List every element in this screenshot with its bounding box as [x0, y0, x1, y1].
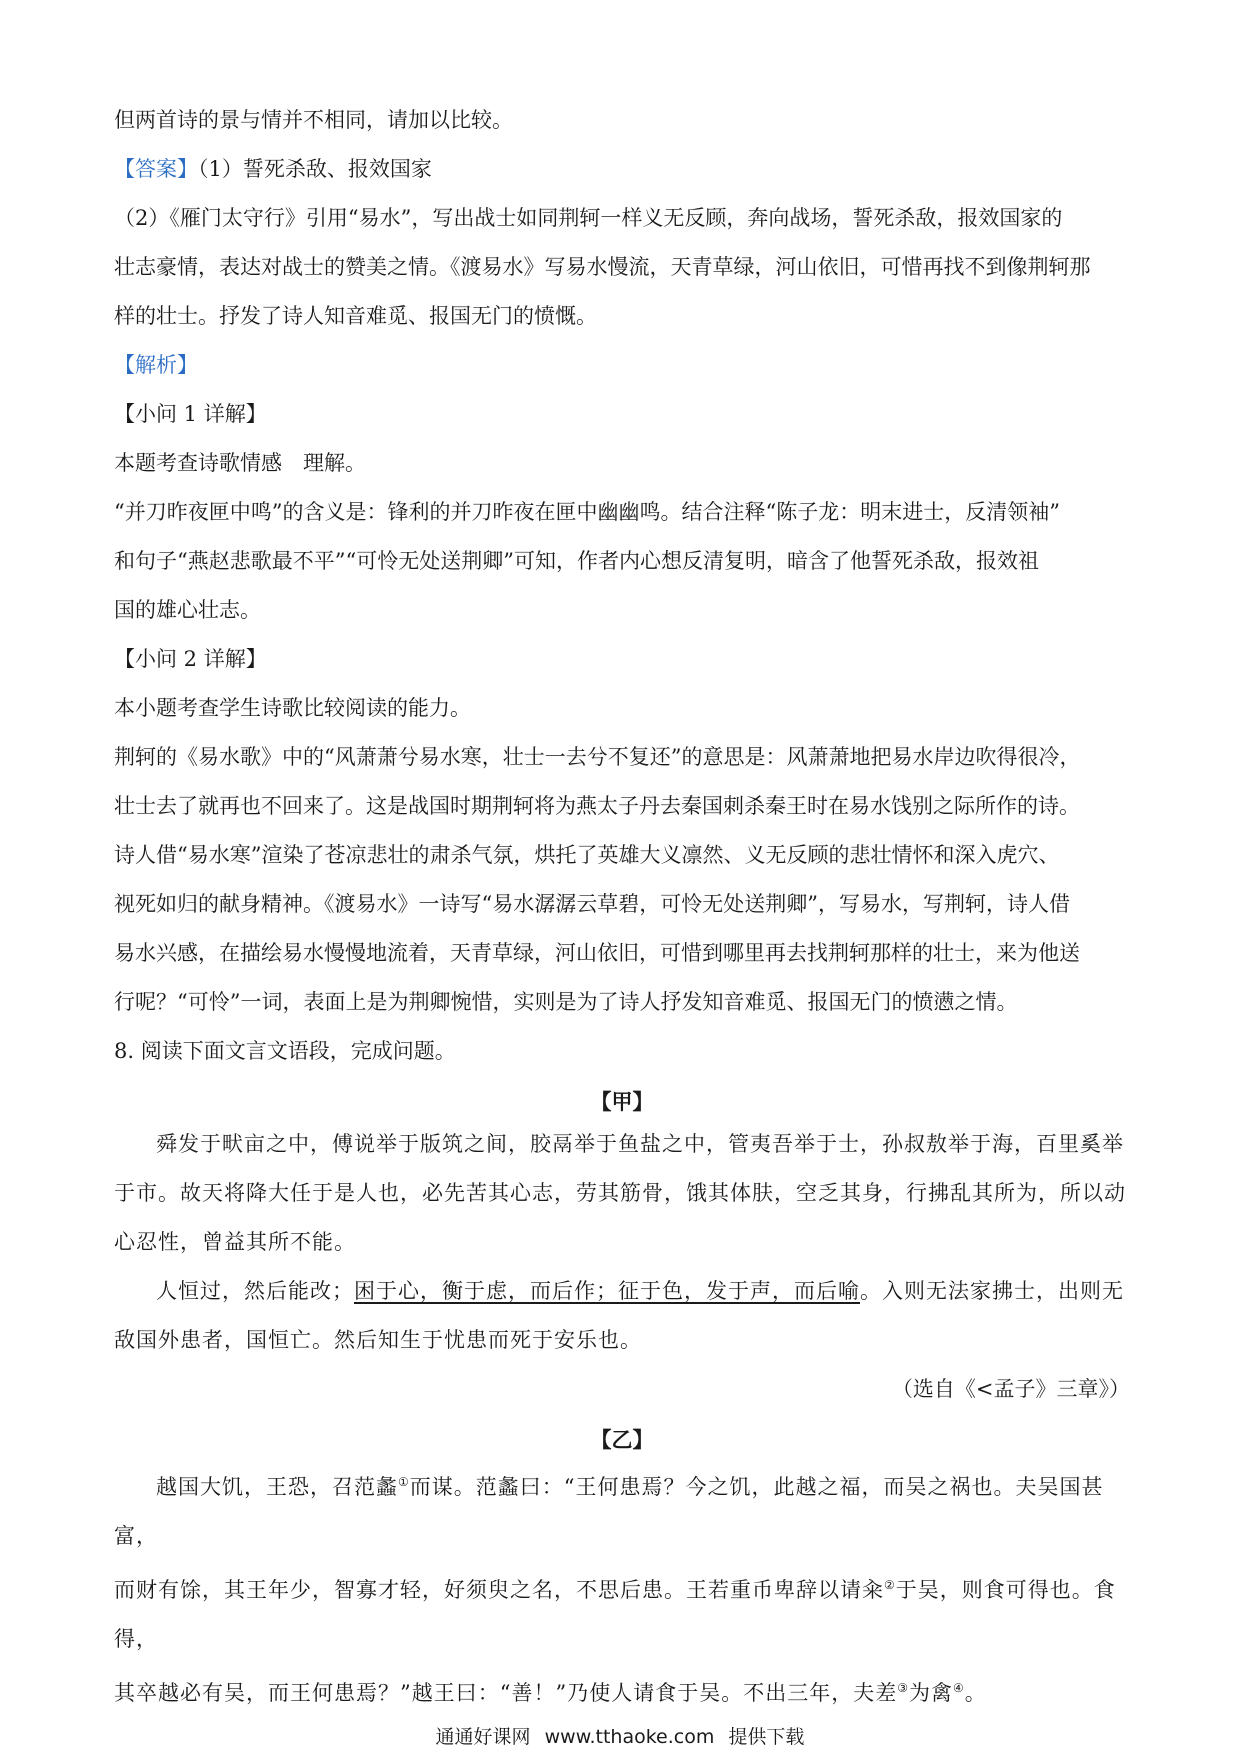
page-footer	[0, 1722, 1240, 1749]
jia-line-1a: 舜发于畎亩之中，傅说举于版筑之间，胶鬲举于鱼盐之中，管夷吾举于士，孙叔敖举于海，百里奚举	[156, 1132, 1124, 1156]
yi-text: 其卒越必有吴，而王何患焉？”越王曰：“善！”乃使人请食于吴。不出三年，夫差	[114, 1681, 898, 1705]
question-8: 8. 阅读下面文言文语段，完成问题。	[114, 1039, 456, 1063]
q1-line-c: 和句子“燕赵悲歌最不平”“可怜无处送荆卿”可知，作者内心想反清复明，暗含了他誓死杀敌，报效祖	[114, 549, 1039, 573]
yi-line-1c	[114, 1664, 1130, 1718]
yi-text: 为禽	[908, 1681, 953, 1705]
yi-text: 而财有馀，其王年少，智寡才轻，好须臾之名，不思后患。王若重币卑辞以请籴	[114, 1578, 884, 1602]
q1-line-a: 本题考查诗歌情感 理解。	[114, 451, 366, 475]
yi-text: 。	[964, 1681, 987, 1705]
text-line: 但两首诗的景与情并不相同，请加以比较。	[114, 108, 513, 132]
analysis-tag: 【解析】	[114, 353, 198, 377]
source-citation: （选自《<孟子》三章》）	[891, 1377, 1130, 1401]
footer-site: 通通好课网	[435, 1726, 531, 1748]
answer-line-2a: （2）《雁门太守行》引用“易水”，写出战士如同荆轲一样义无反顾，奔向战场，誓死杀敌，报效国家的	[114, 206, 1063, 230]
answer-line-2c: 样的壮士。抒发了诗人知音难觅、报国无门的愤慨。	[114, 304, 597, 328]
footer-note: 提供下载	[728, 1726, 805, 1748]
underlined-text: 困于心，衡于虑，而后作；征于色，发于声，而后喻	[354, 1279, 860, 1303]
q1-line-d: 国的雄心壮志。	[114, 598, 261, 622]
q2-line-a: 本小题考查学生诗歌比较阅读的能力。	[114, 696, 471, 720]
footnote-marker: ④	[952, 1681, 965, 1695]
q2-line-f: 易水兴感，在描绘易水慢慢地流着，天青草绿，河山依旧，可惜到哪里再去找荆轲那样的壮士，来为他送	[114, 941, 1080, 965]
answer-tag: 【答案】	[114, 157, 198, 181]
answer-text: （1）誓死杀敌、报效国家	[198, 157, 432, 181]
jia-line-2b: 敌国外患者，国恒亡。然后知生于忧患而死于安乐也。	[114, 1328, 642, 1352]
jia-text: 。入则无法家拂士，出则无	[860, 1279, 1124, 1303]
yi-text: 而谋。范蠡曰：“王何患焉？今之饥，此越之福，而吴之祸也。夫吴国甚富，	[114, 1475, 1104, 1548]
footnote-marker: ③	[897, 1681, 909, 1695]
jia-line-2a	[114, 1267, 1130, 1316]
answer-line-2b: 壮志豪情，表达对战士的赞美之情。《渡易水》写易水慢流，天青草绿，河山依旧，可惜再找不到像荆轲那	[114, 255, 1091, 279]
q1-heading: 【小问 1 详解】	[114, 402, 267, 426]
section-yi-heading: 【乙】	[590, 1427, 654, 1452]
footnote-marker: ②	[884, 1578, 896, 1592]
q2-line-b: 荆轲的《易水歌》中的“风萧萧兮易水寒，壮士一去兮不复还”的意思是：风萧萧地把易水岸边吹得很冷，	[114, 745, 1081, 769]
q2-line-c: 壮士去了就再也不回来了。这是战国时期荆轲将为燕太子丹去秦国刺杀秦王时在易水饯别之际所作的诗。	[114, 794, 1080, 818]
yi-line-1b	[114, 1561, 1130, 1664]
footer-url[interactable]: www.tthaoke.com	[544, 1726, 715, 1748]
footnote-marker: ①	[398, 1475, 410, 1489]
section-jia-heading: 【甲】	[590, 1089, 654, 1114]
answer-line-1	[114, 145, 1130, 194]
jia-line-1c: 心忍性，曾益其所不能。	[114, 1230, 356, 1254]
yi-text: 于吴，则食可得也。食得，	[114, 1578, 1116, 1651]
jia-line-1b: 于市。故天将降大任于是人也，必先苦其心志，劳其筋骨，饿其体肤，空乏其身，行拂乱其所为，所以动	[114, 1181, 1126, 1205]
q2-line-g: 行呢？“可怜”一词，表面上是为荆卿惋惜，实则是为了诗人抒发知音难觅、报国无门的愤懑之情。	[114, 990, 1018, 1014]
jia-text: 人恒过，然后能改；	[156, 1279, 354, 1303]
yi-text: 越国大饥，王恐，召范蠡	[156, 1475, 398, 1499]
q2-heading: 【小问 2 详解】	[114, 647, 267, 671]
yi-line-1a	[114, 1458, 1130, 1561]
q2-line-d: 诗人借“易水寒”渲染了苍凉悲壮的肃杀气氛，烘托了英雄大义凛然、义无反顾的悲壮情怀和深入虎穴、	[114, 843, 1060, 867]
q1-line-b: “并刀昨夜匣中鸣”的含义是：锋利的并刀昨夜在匣中幽幽鸣。结合注释“陈子龙：明末进士，反清领袖”	[114, 500, 1060, 524]
q2-line-e: 视死如归的献身精神。《渡易水》一诗写“易水潺潺云草碧，可怜无处送荆卿”，写易水，写荆轲，诗人借	[114, 892, 1070, 916]
